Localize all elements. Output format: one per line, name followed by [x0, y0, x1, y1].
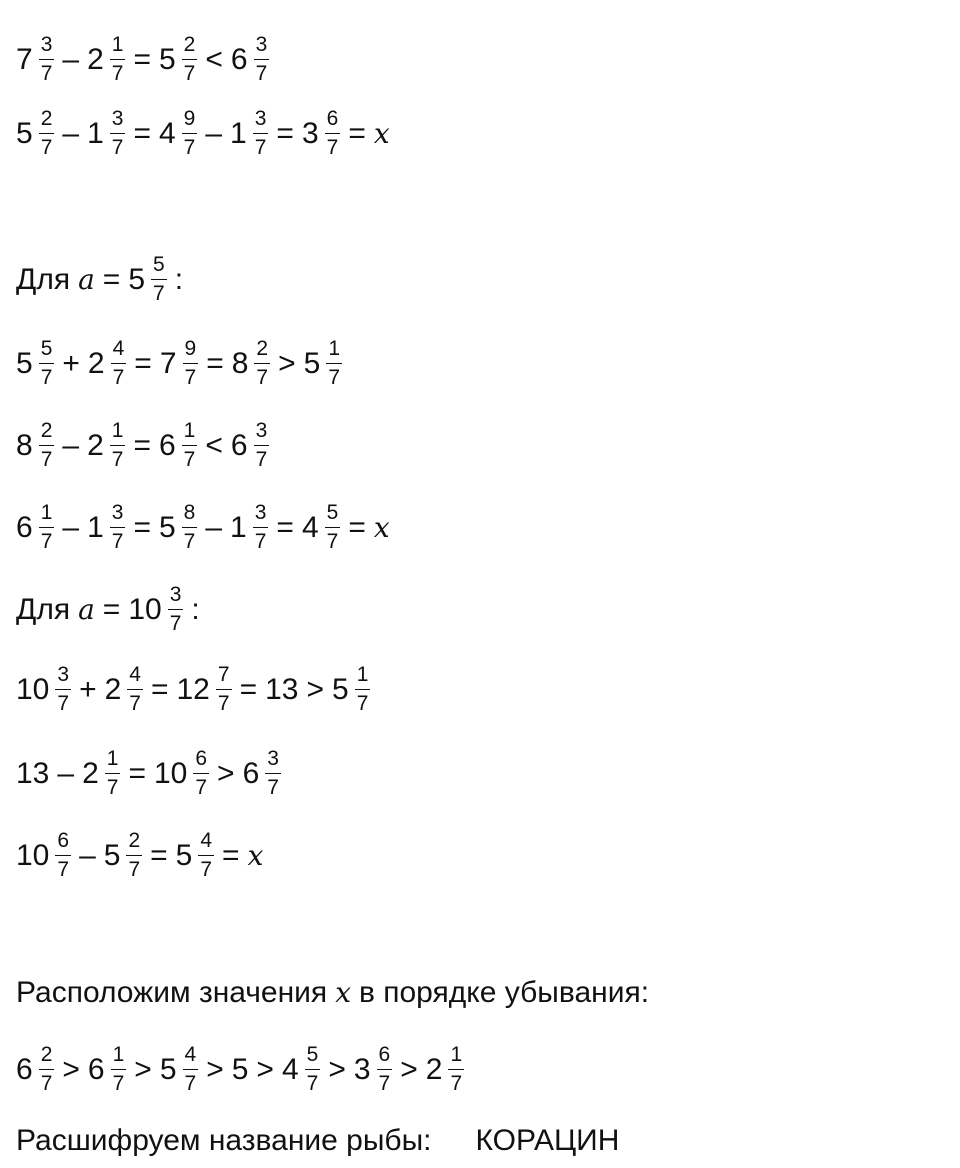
fraction-numerator: 1: [40, 501, 53, 524]
fraction-numerator: 2: [256, 337, 269, 360]
number: 5: [128, 262, 145, 296]
fraction-bar: [110, 445, 126, 447]
fraction-bar: [193, 773, 209, 775]
text-label: Для: [16, 592, 71, 626]
fraction-numerator: 1: [356, 663, 369, 686]
fraction-numerator: 1: [106, 747, 119, 770]
fraction: [325, 108, 341, 160]
fraction-numerator: 4: [112, 337, 125, 360]
operator: =: [133, 428, 151, 462]
text-label: Расположим значения: [16, 976, 328, 1009]
fraction-denominator: 7: [40, 136, 53, 160]
fraction: [183, 1044, 199, 1096]
fraction-numerator: 2: [128, 829, 141, 852]
operator: –: [79, 838, 96, 872]
fraction: [110, 502, 126, 554]
fraction-numerator: 1: [112, 1043, 125, 1066]
fraction-denominator: 7: [326, 136, 339, 160]
variable: x: [247, 838, 264, 872]
fraction-denominator: 7: [129, 692, 141, 716]
number: 2: [425, 1052, 443, 1086]
fraction: [39, 108, 55, 160]
operator: =: [134, 346, 152, 380]
fraction-denominator: 7: [254, 136, 267, 160]
fraction-denominator: 7: [128, 858, 141, 882]
fraction: [168, 584, 184, 636]
operator: >: [206, 1052, 224, 1086]
fraction-bar: [448, 1069, 464, 1071]
operator: =: [150, 672, 169, 706]
fraction-bar: [39, 133, 55, 135]
fraction: [253, 108, 269, 160]
fraction-denominator: 7: [217, 692, 230, 716]
operator: :: [174, 262, 184, 296]
fraction-denominator: 7: [256, 366, 269, 390]
fraction-denominator: 7: [40, 1072, 53, 1096]
number: 10: [153, 756, 188, 790]
fraction-numerator: 2: [40, 1043, 53, 1066]
fraction-numerator: 2: [40, 419, 53, 442]
fraction: [39, 338, 55, 390]
math-line: [16, 108, 398, 160]
fraction: [55, 664, 71, 716]
fraction-bar: [254, 445, 270, 447]
fraction-numerator: 1: [450, 1043, 463, 1066]
operator: –: [205, 116, 223, 150]
variable: a: [78, 262, 95, 296]
fraction-numerator: 5: [306, 1043, 319, 1066]
fraction-numerator: 7: [217, 663, 230, 686]
fraction-denominator: 7: [267, 776, 279, 800]
fraction-numerator: 6: [326, 107, 339, 130]
variable: a: [78, 592, 95, 626]
number: 2: [87, 428, 104, 462]
number: 6: [230, 42, 248, 76]
fraction-denominator: 7: [254, 530, 267, 554]
fraction-denominator: 7: [112, 1072, 125, 1096]
fraction: [182, 502, 198, 554]
number: 7: [16, 42, 33, 76]
fraction-bar: [39, 1069, 55, 1071]
text-label: Для: [16, 262, 71, 296]
text-label: КОРАЦИН: [475, 1124, 620, 1157]
fraction-numerator: 2: [183, 33, 196, 56]
operator: =: [102, 262, 121, 296]
fraction-numerator: 8: [183, 501, 196, 524]
fraction: [193, 748, 209, 800]
fraction-bar: [182, 59, 198, 61]
operator: =: [102, 592, 121, 626]
fraction-bar: [216, 689, 232, 691]
fraction: [55, 830, 71, 882]
fraction-denominator: 7: [183, 448, 196, 472]
fraction-bar: [110, 59, 126, 61]
fraction-bar: [110, 133, 126, 135]
operator: +: [62, 346, 80, 380]
operator: >: [62, 1052, 80, 1086]
text-label: Расшифруем название рыбы:: [16, 1124, 432, 1157]
fraction-denominator: 7: [111, 448, 124, 472]
number: 5: [332, 672, 349, 706]
operator: =: [128, 756, 146, 790]
fraction-numerator: 6: [378, 1043, 391, 1066]
fraction-numerator: 9: [183, 107, 196, 130]
fraction-bar: [326, 363, 342, 365]
fraction-bar: [325, 133, 341, 135]
number: 4: [158, 116, 176, 150]
operator: =: [348, 510, 366, 544]
number: 2: [87, 346, 105, 380]
fraction-denominator: 7: [40, 366, 53, 390]
number: 3: [353, 1052, 371, 1086]
fraction-numerator: 4: [200, 829, 213, 852]
operator: >: [306, 672, 324, 706]
fraction-denominator: 7: [183, 530, 196, 554]
number: 6: [230, 428, 248, 462]
fraction: [39, 1044, 55, 1096]
number: 5: [158, 42, 176, 76]
fraction-numerator: 3: [169, 583, 182, 606]
fraction-denominator: 7: [255, 448, 268, 472]
variable: x: [373, 510, 390, 544]
operator: =: [133, 116, 151, 150]
fraction: [377, 1044, 393, 1096]
operator: =: [133, 510, 151, 544]
fraction: [111, 1044, 127, 1096]
fraction-denominator: 7: [106, 776, 119, 800]
fraction-bar: [325, 527, 341, 529]
fraction-bar: [39, 445, 55, 447]
math-line: [16, 830, 271, 882]
fraction-bar: [39, 527, 55, 529]
number: 10: [128, 592, 162, 626]
fraction: [151, 254, 167, 306]
operator: =: [276, 116, 294, 150]
variable: x: [373, 116, 390, 150]
operator: –: [62, 116, 80, 150]
math-line: [16, 338, 350, 390]
fraction-denominator: 7: [356, 692, 369, 716]
fraction-bar: [182, 445, 198, 447]
math-line: [16, 1126, 627, 1156]
number: 6: [16, 510, 33, 544]
fraction: [254, 338, 270, 390]
fraction: [126, 830, 142, 882]
math-line: [16, 664, 378, 716]
fraction-denominator: 7: [169, 612, 182, 636]
fraction-numerator: 5: [40, 337, 53, 360]
fraction: [254, 34, 270, 86]
fraction: [265, 748, 281, 800]
fraction: [39, 502, 55, 554]
fraction: [355, 664, 371, 716]
fraction-denominator: 7: [184, 1072, 197, 1096]
number: 4: [281, 1052, 299, 1086]
operator: +: [79, 672, 97, 706]
fraction-bar: [126, 855, 142, 857]
operator: =: [150, 838, 168, 872]
number: 7: [159, 346, 177, 380]
fraction-bar: [111, 1069, 127, 1071]
number: 13: [16, 756, 50, 790]
fraction-bar: [253, 133, 269, 135]
fraction-denominator: 7: [255, 62, 268, 86]
fraction-numerator: 3: [267, 747, 279, 770]
fraction-bar: [39, 363, 55, 365]
operator: =: [133, 42, 151, 76]
fraction-numerator: 3: [57, 663, 70, 686]
math-line: [16, 502, 398, 554]
operator: >: [278, 346, 296, 380]
fraction-numerator: 1: [183, 419, 196, 442]
math-line: [16, 584, 208, 636]
fraction-bar: [198, 855, 214, 857]
number: 8: [231, 346, 249, 380]
fraction-bar: [265, 773, 281, 775]
operator: –: [57, 756, 75, 790]
fraction: [216, 664, 232, 716]
fraction-bar: [305, 1069, 321, 1071]
number: 1: [87, 510, 104, 544]
fraction-denominator: 7: [326, 530, 339, 554]
operator: >: [134, 1052, 152, 1086]
number: 2: [82, 756, 99, 790]
number: 5: [16, 116, 33, 150]
number: 10: [16, 838, 50, 872]
fraction: [110, 420, 126, 472]
operator: –: [62, 510, 80, 544]
fraction-denominator: 7: [40, 448, 53, 472]
number: 12: [176, 672, 210, 706]
fraction: [182, 108, 198, 160]
number: 8: [16, 428, 33, 462]
fraction: [105, 748, 121, 800]
fraction-numerator: 1: [111, 33, 124, 56]
fraction: [111, 338, 127, 390]
fraction-denominator: 7: [378, 1072, 391, 1096]
operator: <: [205, 428, 223, 462]
number: 5: [16, 346, 33, 380]
fraction-numerator: 1: [111, 419, 124, 442]
fraction-denominator: 7: [328, 366, 340, 390]
fraction-numerator: 3: [255, 419, 268, 442]
fraction-bar: [55, 689, 71, 691]
fraction-bar: [182, 527, 198, 529]
fraction-numerator: 2: [40, 107, 53, 130]
fraction: [254, 420, 270, 472]
operator: >: [217, 756, 235, 790]
fraction: [39, 34, 55, 86]
operator: =: [348, 116, 366, 150]
fraction-bar: [127, 689, 143, 691]
fraction-denominator: 7: [200, 858, 213, 882]
fraction-numerator: 3: [255, 33, 268, 56]
fraction-bar: [253, 527, 269, 529]
fraction-bar: [111, 363, 127, 365]
fraction-denominator: 7: [111, 62, 124, 86]
fraction: [326, 338, 342, 390]
fraction-denominator: 7: [40, 62, 53, 86]
operator: :: [191, 592, 200, 626]
number: 1: [230, 510, 247, 544]
operator: –: [62, 42, 80, 76]
operator: =: [276, 510, 294, 544]
number: 5: [303, 346, 321, 380]
fraction-denominator: 7: [184, 366, 197, 390]
math-line: [16, 978, 657, 1008]
number: 4: [301, 510, 319, 544]
number: 6: [242, 756, 260, 790]
fraction-denominator: 7: [57, 692, 70, 716]
operator: <: [205, 42, 223, 76]
math-line: [16, 34, 277, 86]
fraction-bar: [168, 609, 184, 611]
fraction: [253, 502, 269, 554]
fraction-denominator: 7: [57, 858, 70, 882]
fraction-bar: [355, 689, 371, 691]
fraction-denominator: 7: [306, 1072, 319, 1096]
fraction-bar: [110, 527, 126, 529]
text-label: в порядке убывания:: [358, 976, 650, 1009]
operator: =: [239, 672, 258, 706]
fraction: [110, 108, 126, 160]
number: 10: [16, 672, 50, 706]
operator: >: [328, 1052, 346, 1086]
number: 1: [87, 116, 104, 150]
math-line: [16, 1044, 472, 1096]
fraction-numerator: 3: [40, 33, 53, 56]
fraction-numerator: 3: [111, 107, 124, 130]
fraction-numerator: 6: [195, 747, 208, 770]
number: 5: [159, 1052, 177, 1086]
number: 5: [158, 510, 176, 544]
fraction-bar: [254, 59, 270, 61]
fraction: [127, 664, 143, 716]
fraction-denominator: 7: [112, 366, 125, 390]
fraction: [198, 830, 214, 882]
fraction: [325, 502, 341, 554]
operator: –: [62, 428, 80, 462]
fraction: [182, 34, 198, 86]
fraction-numerator: 4: [129, 663, 141, 686]
number: 3: [301, 116, 319, 150]
operator: >: [256, 1052, 274, 1086]
fraction: [110, 34, 126, 86]
fraction-numerator: 9: [184, 337, 197, 360]
fraction-numerator: 5: [326, 501, 339, 524]
fraction-denominator: 7: [111, 136, 124, 160]
fraction-numerator: 3: [254, 501, 267, 524]
fraction-denominator: 7: [450, 1072, 463, 1096]
fraction-bar: [254, 363, 270, 365]
variable: x: [335, 976, 351, 1009]
fraction: [448, 1044, 464, 1096]
fraction: [182, 420, 198, 472]
math-line: [16, 420, 277, 472]
fraction-numerator: 4: [184, 1043, 197, 1066]
operator: –: [205, 510, 223, 544]
fraction-bar: [182, 133, 198, 135]
fraction-bar: [183, 1069, 199, 1071]
fraction-denominator: 7: [183, 136, 196, 160]
number: 1: [230, 116, 247, 150]
number: 2: [87, 42, 104, 76]
number: 5: [175, 838, 193, 872]
fraction: [183, 338, 199, 390]
fraction-denominator: 7: [40, 530, 53, 554]
fraction-numerator: 6: [57, 829, 70, 852]
number: 6: [16, 1052, 33, 1086]
number: 2: [104, 672, 122, 706]
fraction: [39, 420, 55, 472]
number: 13: [265, 672, 299, 706]
fraction-denominator: 7: [183, 62, 196, 86]
fraction-bar: [183, 363, 199, 365]
fraction-denominator: 7: [153, 282, 165, 306]
fraction-numerator: 5: [153, 253, 165, 276]
math-line: [16, 254, 191, 306]
operator: =: [206, 346, 224, 380]
fraction-denominator: 7: [111, 530, 124, 554]
fraction-bar: [55, 855, 71, 857]
fraction-bar: [105, 773, 121, 775]
fraction-numerator: 1: [328, 337, 340, 360]
operator: >: [400, 1052, 418, 1086]
operator: =: [222, 838, 240, 872]
fraction-numerator: 3: [111, 501, 124, 524]
fraction-numerator: 3: [254, 107, 267, 130]
fraction-denominator: 7: [195, 776, 208, 800]
fraction-bar: [151, 279, 167, 281]
fraction-bar: [39, 59, 55, 61]
number: 5: [103, 838, 121, 872]
fraction-bar: [377, 1069, 393, 1071]
number: 6: [158, 428, 176, 462]
math-line: [16, 748, 289, 800]
number: 6: [87, 1052, 105, 1086]
number: 5: [231, 1052, 249, 1086]
fraction: [305, 1044, 321, 1096]
